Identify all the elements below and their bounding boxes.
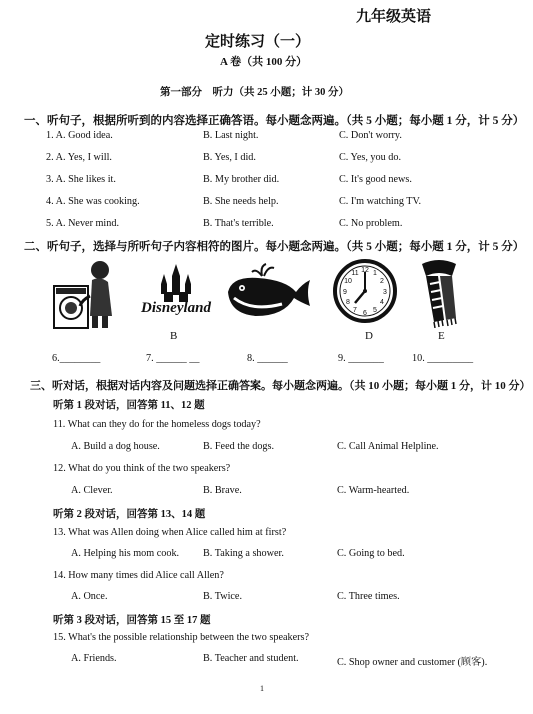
question-text: 12. What do you think of the two speakers? <box>53 463 231 474</box>
option-a: A. Friends. <box>71 653 117 664</box>
option-c: C. I'm watching TV. <box>339 196 422 207</box>
option-c: C. Warm-hearted. <box>337 485 410 496</box>
option-a: A. Never mind. <box>55 218 119 229</box>
option-b: B. Twice. <box>203 591 242 602</box>
option-a: A. Build a dog house. <box>71 441 160 452</box>
answer-blank[interactable]: 6.________ <box>52 353 101 364</box>
option-c: C. It's good news. <box>339 174 412 185</box>
question-text: 14. How many times did Alice call Allen? <box>53 570 224 581</box>
grade-subject: 九年级英语 <box>356 9 432 25</box>
svg-text:11: 11 <box>351 270 359 277</box>
page-title: 定时练习（一） <box>205 34 311 50</box>
option-a: A. Once. <box>71 591 108 602</box>
svg-text:5: 5 <box>373 307 377 314</box>
picture-label-e: E <box>438 330 445 342</box>
picture-label-b: B <box>170 330 178 342</box>
svg-text:4: 4 <box>380 299 384 306</box>
question-text: 13. What was Allen doing when Alice called him at first? <box>53 527 287 538</box>
option-a: A. She was cooking. <box>55 196 140 207</box>
option-a: A. She likes it. <box>55 174 116 185</box>
option-a: A. Helping his mom cook. <box>71 548 180 559</box>
section-2-heading: 二、听句子，选择与所听句子内容相符的图片。每小题念两遍。（共 5 小题；每小题 1 分，计 5 分） <box>24 241 525 253</box>
clock-icon <box>332 258 398 324</box>
svg-text:1: 1 <box>373 270 377 277</box>
option-c: C. Call Animal Helpline. <box>337 441 439 452</box>
answer-blank[interactable]: 8. ______ <box>247 353 288 364</box>
question-text: 15. What's the possible relationship between the two speakers? <box>53 632 309 643</box>
whale-icon <box>222 262 314 324</box>
svg-text:12: 12 <box>361 267 369 274</box>
svg-text:7: 7 <box>353 307 357 314</box>
option-c: C. Going to bed. <box>337 548 405 559</box>
picture-label-d: D <box>365 330 373 342</box>
paper-subtitle: A 卷（共 100 分） <box>220 56 308 68</box>
section-1-heading: 一、听句子，根据所听到的内容选择正确答语。每小题念两遍。（共 5 小题；每小题 1 分，计 5 分） <box>24 115 525 127</box>
q-number: 2. <box>46 152 54 163</box>
dialogue-intro: 听第 2 段对话，回答第 13、14 题 <box>53 509 206 520</box>
dialogue-intro: 听第 1 段对话，回答第 11、12 题 <box>53 400 205 411</box>
section-3-heading: 三、听对话，根据对话内容及问题选择正确答案。每小题念两遍。（共 10 小题；每小题 1 分，计 10 分） <box>30 380 531 392</box>
option-b: B. Teacher and student. <box>203 653 299 664</box>
option-a: A. Good idea. <box>55 130 113 141</box>
svg-text:6: 6 <box>363 310 367 317</box>
disneyland-logo-text: Disneyland <box>141 300 212 316</box>
option-b: B. Brave. <box>203 485 242 496</box>
answer-blank[interactable]: 10. _________ <box>412 353 474 364</box>
svg-text:10: 10 <box>344 278 352 285</box>
option-a: A. Clever. <box>71 485 113 496</box>
part-heading: 第一部分 听力（共 25 小题；计 30 分） <box>160 87 349 98</box>
option-a: A. Yes, I will. <box>55 152 112 163</box>
option-b: B. Last night. <box>203 130 259 141</box>
q-number: 3. <box>46 174 54 185</box>
scarf-icon <box>412 258 466 328</box>
svg-text:8: 8 <box>346 299 350 306</box>
answer-blank[interactable]: 9. _______ <box>338 353 384 364</box>
q-number: 5. <box>46 218 54 229</box>
dialogue-intro: 听第 3 段对话，回答第 15 至 17 题 <box>53 615 211 626</box>
q-number: 1. <box>46 130 54 141</box>
option-c: C. Three times. <box>337 591 400 602</box>
option-b: B. My brother did. <box>203 174 280 185</box>
svg-text:9: 9 <box>343 289 347 296</box>
option-b: B. She needs help. <box>203 196 279 207</box>
option-c: C. Shop owner and customer (顾客). <box>337 657 488 668</box>
answer-blank[interactable]: 7. ______ __ <box>146 353 200 364</box>
option-b: B. That's terrible. <box>203 218 274 229</box>
page-number: 1 <box>260 684 264 693</box>
option-b: B. Taking a shower. <box>203 548 284 559</box>
option-b: B. Feed the dogs. <box>203 441 275 452</box>
question-text: 11. What can they do for the homeless dogs today? <box>53 419 261 430</box>
option-c: C. No problem. <box>339 218 403 229</box>
washing-machine-girl-icon <box>50 256 120 332</box>
option-b: B. Yes, I did. <box>203 152 256 163</box>
option-c: C. Yes, you do. <box>339 152 401 163</box>
svg-text:2: 2 <box>380 278 384 285</box>
q-number: 4. <box>46 196 54 207</box>
option-c: C. Don't worry. <box>339 130 402 141</box>
svg-text:3: 3 <box>383 289 387 296</box>
